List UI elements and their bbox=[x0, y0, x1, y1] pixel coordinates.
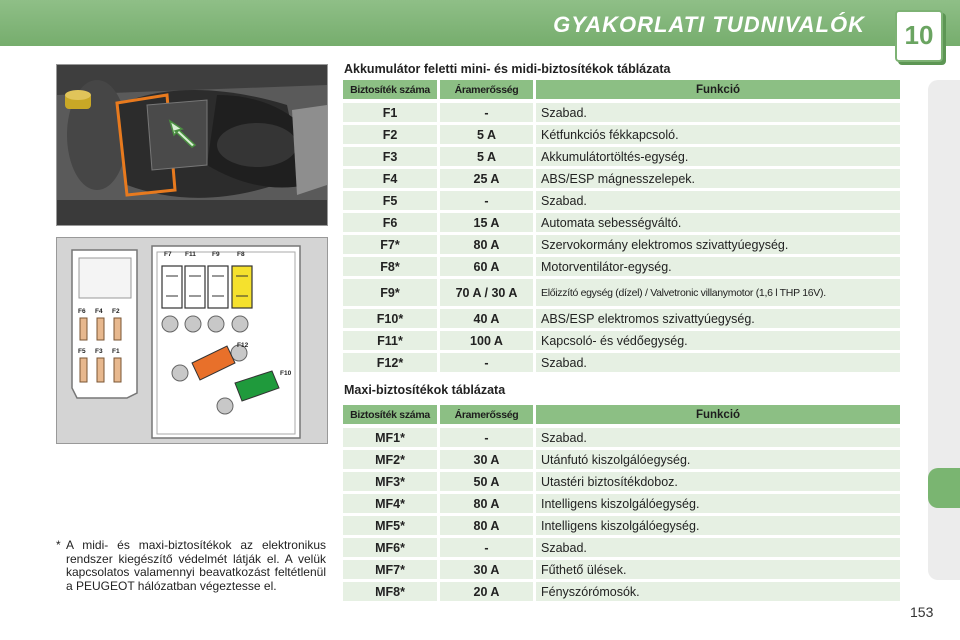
amperage-cell: 80 A bbox=[440, 235, 533, 254]
function-cell: Szabad. bbox=[536, 103, 900, 122]
amperage-cell: 70 A / 30 A bbox=[440, 279, 533, 306]
amperage-cell: 15 A bbox=[440, 213, 533, 232]
fuse-number-cell: F10* bbox=[343, 309, 437, 328]
fuse-label-f5: F5 bbox=[78, 348, 86, 355]
fuse-number-cell: F3 bbox=[343, 147, 437, 166]
fuse-number-cell: MF4* bbox=[343, 494, 437, 513]
function-cell: Szervokormány elektromos szivattyúegység. bbox=[536, 235, 900, 254]
function-cell: Szabad. bbox=[536, 428, 900, 447]
function-cell: Fűthető ülések. bbox=[536, 560, 900, 579]
engine-bay-photo bbox=[56, 64, 328, 226]
table-row bbox=[343, 235, 903, 254]
footnote-marker: * bbox=[56, 538, 61, 552]
fuse-number-cell: F1 bbox=[343, 103, 437, 122]
fuse-label-f12: F12 bbox=[237, 342, 249, 349]
function-cell: ABS/ESP mágnesszelepek. bbox=[536, 169, 900, 188]
fuse-number-cell: F11* bbox=[343, 331, 437, 350]
table-header bbox=[343, 405, 903, 424]
table-row bbox=[343, 309, 903, 328]
table-row bbox=[343, 494, 903, 513]
amperage-cell: 20 A bbox=[440, 582, 533, 601]
table-row bbox=[343, 582, 903, 601]
fuse-number-cell: F4 bbox=[343, 169, 437, 188]
amperage-cell: - bbox=[440, 538, 533, 557]
fuse-label-f6: F6 bbox=[78, 308, 86, 315]
fuse-label-f1: F1 bbox=[112, 348, 120, 355]
fuse-number-cell: F2 bbox=[343, 125, 437, 144]
amperage-cell: - bbox=[440, 353, 533, 372]
fuse-layout-illustration bbox=[57, 238, 327, 443]
amperage-cell: 60 A bbox=[440, 257, 533, 276]
page-title: GYAKORLATI TUDNIVALÓK bbox=[553, 12, 865, 37]
table-row bbox=[343, 213, 903, 232]
table-row bbox=[343, 125, 903, 144]
amperage-cell: 25 A bbox=[440, 169, 533, 188]
fuse-number-cell: F9* bbox=[343, 279, 437, 306]
fuse-number-cell: MF6* bbox=[343, 538, 437, 557]
amperage-cell: 50 A bbox=[440, 472, 533, 491]
table-row bbox=[343, 169, 903, 188]
fuse-label-f9: F9 bbox=[212, 251, 220, 258]
amperage-cell: 80 A bbox=[440, 494, 533, 513]
fuse-box-diagram bbox=[56, 237, 328, 444]
header-fuse-number: Biztosíték száma bbox=[343, 405, 437, 424]
fuse-number-cell: MF2* bbox=[343, 450, 437, 469]
function-cell: ABS/ESP elektromos szivattyúegység. bbox=[536, 309, 900, 328]
fuse-number-cell: MF1* bbox=[343, 428, 437, 447]
amperage-cell: 40 A bbox=[440, 309, 533, 328]
amperage-cell: 100 A bbox=[440, 331, 533, 350]
table-row bbox=[343, 103, 903, 122]
fuse-label-f7: F7 bbox=[164, 251, 172, 258]
chapter-tab bbox=[895, 10, 943, 62]
header-function: Funkció bbox=[536, 80, 900, 99]
table-row bbox=[343, 516, 903, 535]
function-cell: Előizzító egység (dízel) / Valvetronic villanymotor (1,6 l THP 16V). bbox=[536, 279, 900, 306]
function-cell: Szabad. bbox=[536, 353, 900, 372]
function-cell: Utánfutó kiszolgálóegység. bbox=[536, 450, 900, 469]
maxi-table-body bbox=[343, 428, 903, 601]
maxi-fuse-table bbox=[343, 405, 903, 604]
fuse-label-f11: F11 bbox=[185, 251, 196, 258]
fuse-label-f8: F8 bbox=[237, 251, 245, 258]
function-cell: Kapcsoló- és védőegység. bbox=[536, 331, 900, 350]
fuse-number-cell: MF3* bbox=[343, 472, 437, 491]
header-fuse-number: Biztosíték száma bbox=[343, 80, 437, 99]
chapter-number: 10 bbox=[904, 20, 934, 50]
table-header bbox=[343, 80, 903, 99]
table-row bbox=[343, 279, 903, 306]
table-row bbox=[343, 538, 903, 557]
mini-fuse-table bbox=[343, 80, 903, 375]
function-cell: Fényszórómosók. bbox=[536, 582, 900, 601]
fuse-label-f3: F3 bbox=[95, 348, 103, 355]
footnote bbox=[56, 539, 326, 593]
mini-table-title: Akkumulátor feletti mini- és midi-biztosítékok táblázata bbox=[344, 62, 671, 76]
fuse-number-cell: MF8* bbox=[343, 582, 437, 601]
engine-bay-illustration bbox=[57, 65, 327, 225]
amperage-cell: 80 A bbox=[440, 516, 533, 535]
fuse-label-f10: F10 bbox=[280, 370, 292, 377]
amperage-cell: 5 A bbox=[440, 125, 533, 144]
header-amperage: Áramerősség bbox=[440, 80, 533, 99]
table-row bbox=[343, 191, 903, 210]
function-cell: Motorventilátor-egység. bbox=[536, 257, 900, 276]
header-amperage: Áramerősség bbox=[440, 405, 533, 424]
function-cell: Szabad. bbox=[536, 538, 900, 557]
function-cell: Intelligens kiszolgálóegység. bbox=[536, 494, 900, 513]
amperage-cell: 30 A bbox=[440, 450, 533, 469]
amperage-cell: - bbox=[440, 191, 533, 210]
mini-table-body bbox=[343, 103, 903, 372]
amperage-cell: 30 A bbox=[440, 560, 533, 579]
amperage-cell: 5 A bbox=[440, 147, 533, 166]
footnote-text: A midi- és maxi-biztosítékok az elektronikus rendszer kiegészítő védelmét látják el. A velük kapcsolatos valamennyi beavatkozást feltétlenül a PEUGEOT hálózatban végeztesse el. bbox=[66, 538, 326, 593]
amperage-cell: - bbox=[440, 103, 533, 122]
fuse-number-cell: F5 bbox=[343, 191, 437, 210]
table-row bbox=[343, 257, 903, 276]
table-row bbox=[343, 450, 903, 469]
function-cell: Utastéri biztosítékdoboz. bbox=[536, 472, 900, 491]
fuse-number-cell: MF5* bbox=[343, 516, 437, 535]
page-number: 153 bbox=[910, 604, 934, 620]
table-row bbox=[343, 147, 903, 166]
fuse-number-cell: F12* bbox=[343, 353, 437, 372]
fuse-number-cell: F8* bbox=[343, 257, 437, 276]
function-cell: Kétfunkciós fékkapcsoló. bbox=[536, 125, 900, 144]
table-row bbox=[343, 560, 903, 579]
amperage-cell: - bbox=[440, 428, 533, 447]
function-cell: Intelligens kiszolgálóegység. bbox=[536, 516, 900, 535]
table-row bbox=[343, 472, 903, 491]
fuse-number-cell: F6 bbox=[343, 213, 437, 232]
fuse-number-cell: F7* bbox=[343, 235, 437, 254]
header-function: Funkció bbox=[536, 405, 900, 424]
maxi-table-title: Maxi-biztosítékok táblázata bbox=[344, 383, 506, 397]
fuse-number-cell: MF7* bbox=[343, 560, 437, 579]
table-row bbox=[343, 353, 903, 372]
function-cell: Akkumulátortöltés-egység. bbox=[536, 147, 900, 166]
table-row bbox=[343, 331, 903, 350]
fuse-label-f2: F2 bbox=[112, 308, 120, 315]
function-cell: Automata sebességváltó. bbox=[536, 213, 900, 232]
function-cell: Szabad. bbox=[536, 191, 900, 210]
table-row bbox=[343, 428, 903, 447]
side-tab-active bbox=[928, 468, 960, 508]
fuse-label-f4: F4 bbox=[95, 308, 103, 315]
page-header bbox=[0, 0, 960, 46]
